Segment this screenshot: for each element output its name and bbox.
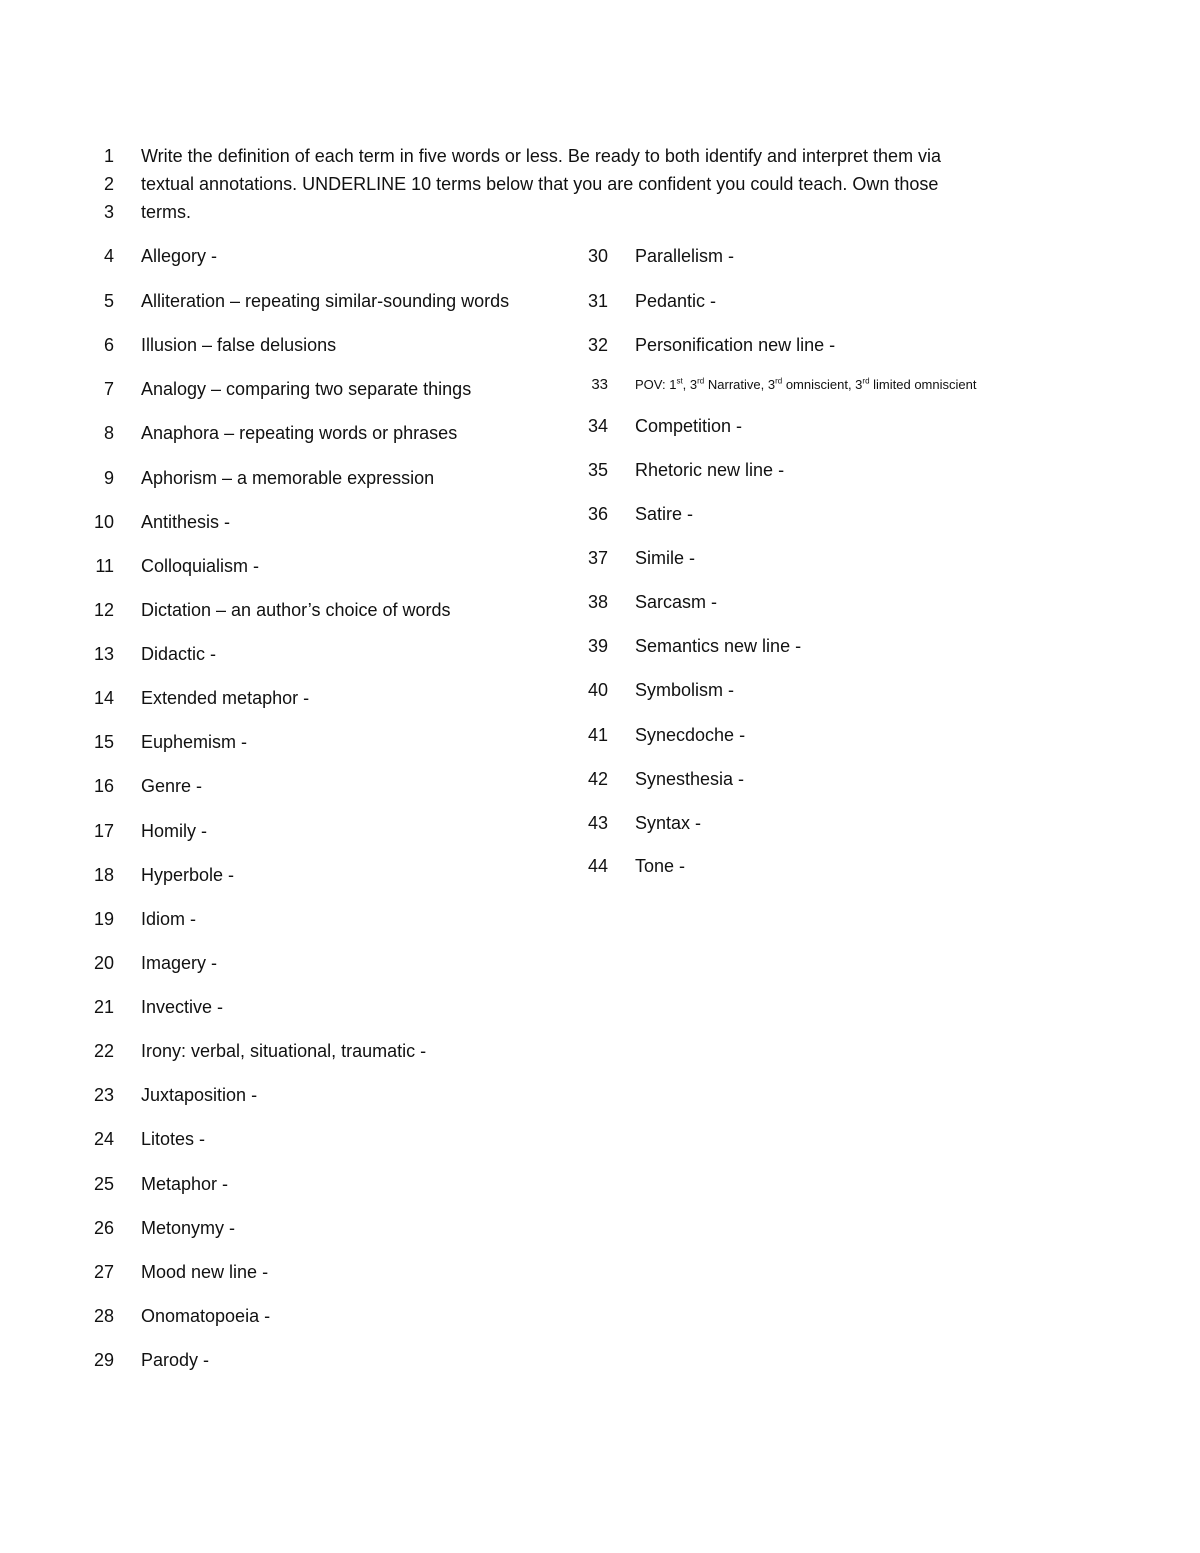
intro-text: textual annotations. UNDERLINE 10 terms below that you are confident you could teach. Own those [141,174,939,194]
line-number: 4 [103,246,114,266]
line-number: 8 [103,423,114,443]
line-number: 27 [93,1262,114,1282]
term-text: Allegory - [141,246,218,266]
pov-part: limited omniscient [869,377,977,392]
term-text: Litotes - [141,1129,206,1149]
term-text: Parallelism - [635,246,735,266]
pov-sup: rd [697,376,705,386]
line-number: 30 [587,246,608,266]
term-text: Didactic - [141,644,217,664]
term-text: Syntax - [635,813,702,833]
line-number: 24 [93,1129,114,1149]
pov-part: , 3 [682,377,698,392]
line-number: 33 [591,376,608,393]
line-number: 39 [587,636,608,656]
line-number: 9 [103,468,114,488]
line-number: 25 [93,1174,114,1194]
line-number: 21 [93,997,114,1017]
line-number: 20 [93,953,114,973]
term-text: Pedantic - [635,291,717,311]
line-number: 12 [93,600,114,620]
term-text: Tone - [635,856,686,876]
line-number: 16 [93,776,114,796]
line-number: 7 [103,379,114,399]
term-text: Invective - [141,997,224,1017]
term-text: Onomatopoeia - [141,1306,271,1326]
line-number: 19 [93,909,114,929]
line-number: 32 [587,335,608,355]
line-number: 41 [587,725,608,745]
term-text: Colloquialism - [141,556,260,576]
line-number: 34 [587,416,608,436]
line-number: 18 [93,865,114,885]
pov-sup: st [676,376,683,386]
term-text: Juxtaposition - [141,1085,258,1105]
term-text: Mood new line - [141,1262,269,1282]
term-text: Genre - [141,776,203,796]
pov-part: Narrative, 3 [704,377,776,392]
term-text: Extended metaphor - [141,688,310,708]
term-text: Competition - [635,416,743,436]
line-number: 14 [93,688,114,708]
pov-sup: rd [775,376,783,386]
line-number: 37 [587,548,608,568]
line-number: 29 [93,1350,114,1370]
line-number: 38 [587,592,608,612]
line-number: 36 [587,504,608,524]
line-number: 35 [587,460,608,480]
term-text: Euphemism - [141,732,248,752]
term-text: Synesthesia - [635,769,745,789]
line-number: 22 [93,1041,114,1061]
term-text: Imagery - [141,953,218,973]
term-text: Simile - [635,548,696,568]
intro-text: terms. [141,202,192,222]
line-number: 2 [103,174,114,194]
term-text: Satire - [635,504,694,524]
line-number: 13 [93,644,114,664]
term-text: Homily - [141,821,207,841]
term-text: Dictation – an author’s choice of words [141,600,451,620]
pov-text [635,374,976,396]
term-text: Antithesis - [141,512,231,532]
line-number: 31 [587,291,608,311]
term-text: Metonymy - [141,1218,236,1238]
intro-text: Write the definition of each term in five words or less. Be ready to both identify and interpret them via [141,146,942,166]
line-number: 44 [587,856,608,876]
pov-part: omniscient, 3 [782,377,863,392]
term-text: Semantics new line - [635,636,802,656]
line-number: 5 [103,291,114,311]
line-number: 40 [587,680,608,700]
line-number: 6 [103,335,114,355]
term-text: Rhetoric new line - [635,460,785,480]
line-number: 10 [93,512,114,532]
line-number: 28 [93,1306,114,1326]
term-text: Hyperbole - [141,865,235,885]
line-number: 17 [93,821,114,841]
term-text: Parody - [141,1350,210,1370]
term-text: Alliteration – repeating similar-sounding words [141,291,510,311]
term-text: Metaphor - [141,1174,229,1194]
line-number: 42 [587,769,608,789]
line-number: 15 [93,732,114,752]
line-number: 26 [93,1218,114,1238]
term-text: Symbolism - [635,680,735,700]
line-number: 1 [103,146,114,166]
term-text: Idiom - [141,909,197,929]
line-number: 3 [103,202,114,222]
pov-part: POV: 1 [635,377,677,392]
line-number: 43 [587,813,608,833]
term-text: Aphorism – a memorable expression [141,468,435,488]
term-text: Synecdoche - [635,725,746,745]
term-text: Sarcasm - [635,592,718,612]
pov-sup: rd [862,376,870,386]
term-text: Illusion – false delusions [141,335,337,355]
line-number: 23 [93,1085,114,1105]
term-text: Analogy – comparing two separate things [141,379,472,399]
term-text: Personification new line - [635,335,836,355]
line-number: 11 [95,556,114,576]
term-text: Irony: verbal, situational, traumatic - [141,1041,427,1061]
term-text: Anaphora – repeating words or phrases [141,423,458,443]
